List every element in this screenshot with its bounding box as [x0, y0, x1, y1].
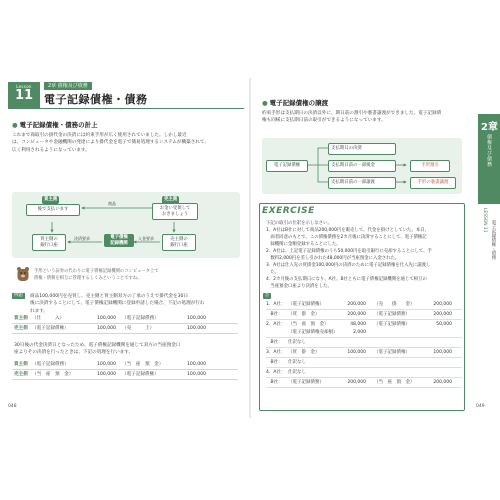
journal-row: 売主側 （当 座 預 金） 100,000 （電子記録債権） 100,000 [14, 372, 206, 377]
answer-row: B社： 仕訳なし [266, 340, 306, 345]
buyer-bank: 買主側の 銀行口座 [32, 234, 66, 251]
settlement-diagram [12, 192, 240, 258]
answer-row: 2．A社： （当 座 預 金） 48,000 （電子記録債権） 50,000 [266, 322, 452, 327]
flow-result-3: 手形の裏書譲渡 [410, 177, 456, 189]
answer-divider [266, 367, 462, 368]
flow-branch-2: 支払期日前の一部換金 [328, 160, 396, 172]
answer-divider [266, 319, 462, 320]
answer-row: 4．A社： 仕訳なし [266, 370, 306, 375]
answer-divider [266, 377, 462, 378]
transfer-flow-diagram [262, 138, 462, 194]
answer-row: B社： 仕訳なし [266, 360, 306, 365]
seller-box: お金い受領して おきましょう [152, 203, 198, 220]
answer-divider [266, 387, 462, 388]
exercise-questions: 下記の取引の仕訳を示しなさい。 1．A社はB社に対して商品200,000円を販売して、代金を掛けとしていた。本日、 両者同意のもとで、この債権債務を2カ月後に決済することにして、電子債権記 録機関に金額登録することにした。 2．A社は、上記電子記録債権のうち50,000円を取引銀行に売却することにして、手 数料2,000円を差し引かれた48,000円が当座預金に入金された。 3．A社は仕入先の買掛金100,000円の決済のために電子記録債権を仕入先に譲渡し た。 4．2カ月後の支払期日になり、A社、B社ともに電子債権記録機関を通じて相互の 当座預金口座より決済をした。 [266, 221, 432, 289]
page-title: 電子記録債権・債務 [44, 93, 148, 106]
side-lesson-label: LESSON 11 [482, 208, 487, 233]
seller-bank: 売主側の 銀行口座 [162, 234, 196, 251]
answer-row: （電子記録債権売却損） 2,000 [288, 330, 366, 335]
example-badge: 例題 [14, 293, 23, 298]
registry-node: 電子債権 記録機関 [104, 234, 134, 247]
deposit-request-label: 入金要求 [138, 236, 154, 241]
flow-root: 電子記録債権 [266, 160, 308, 172]
mascot-note: 手形という証券の代わりに電子債権記録機関のコンピュータ上で 債権・債務を相互に管理するしくみということですね。 [34, 269, 159, 281]
journal-row: 買主側 （電子記録債務） 100,000 （当 座 預 金） 100,000 [14, 362, 206, 367]
chapter-side-tab [478, 114, 500, 204]
exercise-title: EXERCISE [262, 206, 315, 216]
side-chapter-title: 債権及び債務 [486, 134, 492, 167]
row-divider [12, 369, 238, 370]
flow-result-2: 手形割引 [410, 160, 450, 172]
row-divider [12, 379, 238, 380]
lesson-badge [8, 82, 40, 108]
book-gutter [249, 78, 251, 418]
flow-branch-3: 支払期日前の一部譲渡 [328, 177, 396, 189]
journal-row: 売主側 （電子記録債権） 100,000 （売 上） 100,000 [14, 326, 206, 331]
row-divider [12, 323, 238, 324]
flow-branch-1: 支払期日の決済 [328, 143, 396, 155]
side-lesson-title: 電子記録債権・債務 [491, 220, 496, 260]
journal-row: 買主側 （仕 入） 100,000 （電子記録債務） 100,000 [14, 316, 206, 321]
lesson-label: Lesson [16, 84, 32, 89]
answer-divider [266, 337, 462, 338]
bullet-icon: ● [262, 99, 268, 107]
chapter-tag: 2章 債権及び債務 [44, 82, 92, 90]
buyer-head: 買主側 [44, 197, 58, 202]
lesson-number: 11 [14, 88, 34, 103]
seller-head: 売主側 [164, 197, 178, 202]
goods-label: 商品 [108, 201, 116, 206]
title-rule [8, 108, 244, 109]
bear-mascot-icon [16, 266, 30, 282]
transfer-intro: 約束手形は支払期日の決済以外に、期日前の割引や裏書譲渡ができました。電子記録債 権も同様に支払期日前の取引ができるようになっています。 [262, 111, 442, 124]
side-chapter: 2章 [481, 122, 498, 133]
answer-row: B社： （買 掛 金） 200,000 （電子記録債務） 200,000 [266, 312, 452, 317]
row-divider [12, 333, 238, 334]
answer-divider [266, 347, 462, 348]
section-heading-1: ● 電子記録債権・債務の計上 [12, 121, 98, 129]
settlement-paragraph: 30日後の代金決済日となったため、電子債権記録機関を通じて双方の当座預金口 座よりその決済を行ったときは、下記の処理を行います。 [14, 343, 181, 356]
answer-divider [266, 357, 462, 358]
bullet-icon: ● [12, 121, 18, 129]
settle-request-label: 決済要求 [74, 236, 90, 241]
page-number-left: 048 [8, 404, 17, 409]
answer-row: 3．A社： （買 掛 金） 100,000 （電子記録債権） 100,000 [266, 350, 452, 355]
example-paragraph: 商品100,000円を売買し、売主側と買主側双方の了承のうえで掛代金を30日 後に決済することにして、電子債権記録機関に登録申請した場合、下記の処理が行わ れます。 [30, 294, 205, 314]
page-number-right: 049 [476, 404, 485, 409]
section-heading-2: ● 電子記録債権の譲渡 [262, 99, 329, 107]
buyer-box: 後で支払います [26, 204, 80, 216]
answer-badge: 答 [264, 293, 270, 298]
intro-paragraph: これまで商取引の掛代金の決済には約束手形が広く使用されていました。しかし最近 は、コンピュータや金融機関の発達により掛代金を電子で簡易処理するシステムが構築されて、 広く利用されるようになっています。 [12, 133, 209, 153]
answer-row: B社： （電子記録債務） 200,000 （当 座 預 金） 200,000 [266, 380, 452, 385]
answer-divider [266, 309, 462, 310]
answer-row: 1．A社： （電子記録債権） 200,000 （売 掛 金） 200,000 [266, 302, 452, 307]
